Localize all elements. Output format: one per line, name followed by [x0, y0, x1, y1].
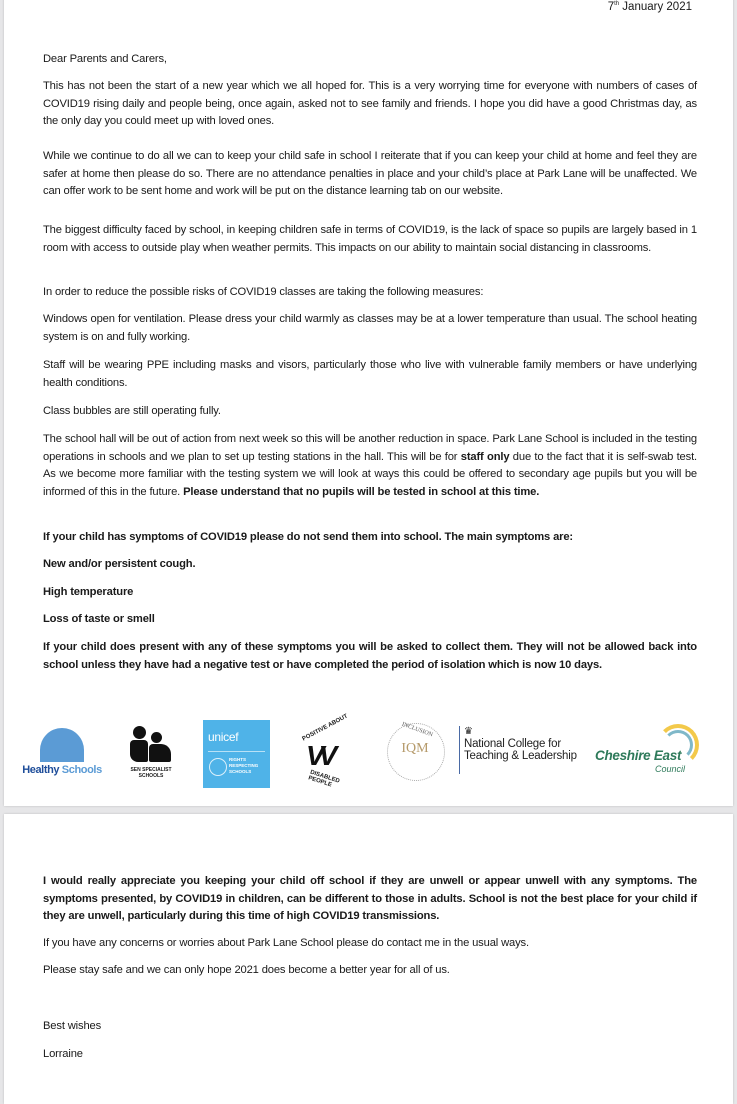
healthy-schools-label-1: Healthy	[22, 764, 60, 776]
unicef-rrs-text	[229, 757, 258, 775]
nctl-line-2: Teaching & Leadership	[464, 750, 577, 762]
sen-figure-body-icon	[149, 744, 171, 762]
pad-bottom-text: DISABLED PEOPLE	[307, 769, 341, 789]
cheshire-east-name: Cheshire East	[595, 748, 682, 763]
paragraph-stay-safe: Please stay safe and we can only hope 2021 does become a better year for all of us.	[43, 964, 450, 976]
paragraph-ppe: Staff will be wearing PPE including masks and visors, particularly those who live with vulnerable family members or have underlying health conditions.	[43, 359, 697, 389]
symptom-cough: New and/or persistent cough.	[43, 558, 196, 570]
paragraph-difficulty: The biggest difficulty faced by school, in keeping children safe in terms of COVID19, is the lack of space so pupils are largely based in 1 room with access to outside play when weather permits. This impacts on our ability to maintain social distancing in classrooms.	[43, 224, 697, 254]
sen-figure-body-icon	[130, 740, 148, 762]
date-day: 7	[607, 1, 615, 13]
paragraph-windows: Windows open for ventilation. Please dress your child warmly as classes may be at a lower temperature than usual. The school heating system is on and fully working.	[43, 313, 697, 343]
date-rest: January 2021	[619, 1, 692, 13]
testing-no-pupils: Please understand that no pupils will be tested in school at this time.	[183, 485, 540, 498]
testing-text-1: The school hall will be out of action from next week so this will be another reduction in space. Park Lane School is included in the testing operations in schools and we plan to set up testing stations in the hall. This will be for	[43, 433, 697, 463]
paragraph-concerns: If you have any concerns or worries about Park Lane School please do contact me in the usual ways.	[43, 937, 529, 949]
signature: Lorraine	[43, 1048, 83, 1060]
paragraph-measures-intro: In order to reduce the possible risks of COVID19 classes are taking the following measures:	[43, 286, 484, 298]
paragraph-collect: If your child does present with any of these symptoms you will be asked to collect them. They will not be allowed back into school unless they have had a negative test or have completed the period of isolation which is now 10 days.	[43, 641, 697, 671]
letter-page-1	[4, 0, 733, 806]
iqm-logo	[387, 723, 445, 781]
testing-staff-only: staff only	[460, 450, 510, 463]
royal-crest-icon: ♛	[464, 726, 473, 737]
letter-date	[608, 0, 692, 14]
sen-label-1: SEN SPECIALIST	[130, 767, 172, 773]
unicef-divider	[208, 751, 265, 752]
iqm-core-text: IQM	[401, 741, 429, 756]
salutation: Dear Parents and Carers,	[43, 53, 167, 65]
unicef-emblem-icon	[209, 758, 227, 776]
nctl-line-1: National College for	[464, 738, 562, 750]
cheshire-east-logo	[595, 724, 705, 780]
accreditation-logos	[4, 713, 733, 790]
unicef-rrs-3: SCHOOLS	[229, 769, 252, 774]
unicef-rrs-1: RIGHTS	[229, 757, 247, 762]
healthy-schools-logo	[20, 728, 104, 780]
nctl-logo	[459, 726, 594, 774]
healthy-schools-label	[20, 764, 104, 776]
closing: Best wishes	[43, 1020, 102, 1032]
unicef-name: unicef	[208, 730, 239, 744]
healthy-schools-label-2: Schools	[59, 764, 102, 776]
cheshire-east-council: Council	[655, 764, 686, 774]
paragraph-appreciate: I would really appreciate you keeping your child off school if they are unwell or appear unwell with any symptoms. The symptoms presented, by COVID19 in children, can be different to those in adults. School is not the best place for your child if they are unwell, particularly during this time of high COVID19 transmissions.	[43, 875, 697, 922]
pad-tick-icon: VV	[306, 740, 332, 771]
paragraph-symptoms-intro: If your child has symptoms of COVID19 please do not send them into school. The main symptoms are:	[43, 531, 574, 543]
date-suffix: th	[614, 1, 620, 7]
iqm-ring-text: INCLUSION	[400, 721, 434, 739]
sen-label-2: SCHOOLS	[138, 773, 164, 779]
paragraph-testing	[43, 431, 697, 501]
paragraph-keep-home: While we continue to do all we can to keep your child safe in school I reiterate that if you can keep your child at home and feel they are safer at home then please do so. There are no attendance penalties in place and your child’s place at Park Lane will be unaffected. We can offer work to be sent home and work will be put on the distance learning tab on our website.	[43, 150, 697, 197]
positive-about-disabled-people-logo	[294, 713, 358, 789]
unicef-rrs-logo	[203, 720, 270, 788]
sen-label	[116, 767, 186, 779]
unicef-rrs-2: RESPECTING	[229, 763, 259, 768]
sen-figure-head-icon	[151, 732, 162, 743]
letter-page-2	[4, 814, 733, 1104]
sen-figure-head-icon	[133, 726, 146, 739]
paragraph-intro: This has not been the start of a new year which we all hoped for. This is a very worrying time for everyone with numbers of cases of COVID19 rising daily and people being, once again, asked not to see family and friends. I hope you did have a good Christmas day, as the only day you could meet up with loved ones.	[43, 80, 697, 127]
pad-top-text: POSITIVE ABOUT	[301, 713, 349, 743]
healthy-schools-dome-icon	[40, 728, 84, 762]
symptom-temperature: High temperature	[43, 586, 134, 598]
sen-specialist-logo	[116, 726, 186, 788]
paragraph-bubbles: Class bubbles are still operating fully.	[43, 405, 221, 417]
symptom-taste-smell: Loss of taste or smell	[43, 613, 155, 625]
testing-text-2: due to the fact that it is self-swab test. As we become more familiar with the testing system we will look at ways this could be offered to secondary age pupils but you will be informed of this in the future.	[43, 450, 697, 498]
